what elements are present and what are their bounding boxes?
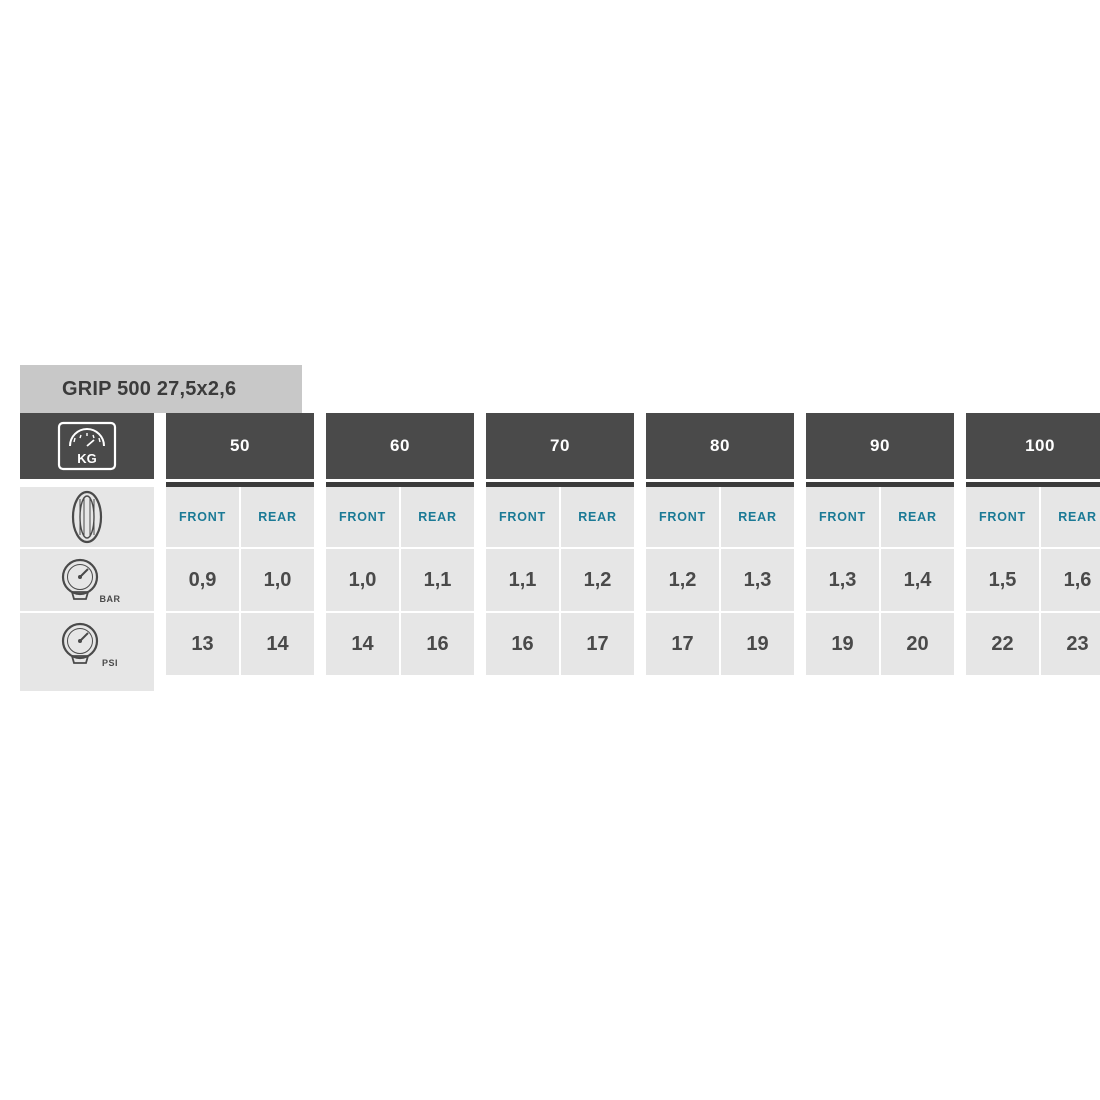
front-label: FRONT bbox=[486, 487, 559, 547]
bar-group-1 bbox=[326, 549, 474, 611]
rear-label: REAR bbox=[561, 487, 634, 547]
weight-column-1: 60 bbox=[326, 413, 474, 479]
psi-row bbox=[20, 613, 1089, 675]
bar-group-5 bbox=[966, 549, 1100, 611]
tyre-icon bbox=[20, 487, 154, 547]
psi-unit-label: PSI bbox=[101, 658, 119, 668]
table-bottom-strip bbox=[20, 675, 1082, 691]
position-group-2 bbox=[486, 487, 634, 547]
psi-group-2 bbox=[486, 613, 634, 675]
psi-value: 14 bbox=[266, 632, 289, 655]
position-group-1 bbox=[326, 487, 474, 547]
rear-label: REAR bbox=[401, 487, 474, 547]
front-label: FRONT bbox=[806, 487, 879, 547]
bar-unit-label: BAR bbox=[99, 594, 121, 604]
bar-group-0 bbox=[166, 549, 314, 611]
psi-group-0 bbox=[166, 613, 314, 675]
bar-value: 0,9 bbox=[188, 568, 217, 591]
front-label: FRONT bbox=[326, 487, 399, 547]
bar-row bbox=[20, 549, 1092, 611]
kg-scale-icon bbox=[20, 413, 154, 479]
weight-column-2: 70 bbox=[486, 413, 634, 479]
psi-value: 22 bbox=[991, 632, 1014, 655]
psi-value: 17 bbox=[671, 632, 694, 655]
pressure-table bbox=[20, 413, 1097, 691]
weight-header-row bbox=[20, 413, 1082, 479]
bar-group-3 bbox=[646, 549, 794, 611]
front-label: FRONT bbox=[966, 487, 1039, 547]
psi-value: 19 bbox=[746, 632, 769, 655]
psi-value: 13 bbox=[191, 632, 214, 655]
weight-column-3: 80 bbox=[646, 413, 794, 479]
page-title: GRIP 500 27,5x2,6 bbox=[62, 377, 237, 400]
psi-value: 20 bbox=[906, 632, 929, 655]
psi-group-4 bbox=[806, 613, 954, 675]
rear-label: REAR bbox=[721, 487, 794, 547]
chart-title-box bbox=[20, 365, 302, 413]
psi-value: 16 bbox=[426, 632, 449, 655]
psi-value: 23 bbox=[1066, 632, 1089, 655]
bar-value: 1,2 bbox=[583, 568, 612, 591]
psi-value: 19 bbox=[831, 632, 854, 655]
position-group-3 bbox=[646, 487, 794, 547]
bar-value: 1,3 bbox=[743, 568, 772, 591]
psi-group-5 bbox=[966, 613, 1100, 675]
position-header-row bbox=[20, 487, 1097, 547]
rear-label: REAR bbox=[241, 487, 314, 547]
position-group-0 bbox=[166, 487, 314, 547]
psi-group-3 bbox=[646, 613, 794, 675]
rear-label: REAR bbox=[881, 487, 954, 547]
front-label: FRONT bbox=[646, 487, 719, 547]
psi-value: 14 bbox=[351, 632, 374, 655]
kg-label: KG bbox=[77, 451, 97, 466]
rear-label: REAR bbox=[1041, 487, 1100, 547]
pressure-gauge-psi-icon bbox=[20, 613, 154, 675]
position-group-4 bbox=[806, 487, 954, 547]
bar-value: 1,5 bbox=[988, 568, 1017, 591]
bar-value: 1,2 bbox=[668, 568, 697, 591]
psi-value: 16 bbox=[511, 632, 534, 655]
pressure-gauge-bar-icon bbox=[20, 549, 154, 611]
bar-value: 1,0 bbox=[263, 568, 292, 591]
bar-value: 1,1 bbox=[423, 568, 452, 591]
bar-group-2 bbox=[486, 549, 634, 611]
bar-value: 1,3 bbox=[828, 568, 857, 591]
tyre-pressure-chart bbox=[20, 365, 1097, 691]
bar-group-4 bbox=[806, 549, 954, 611]
position-group-5 bbox=[966, 487, 1100, 547]
bar-value: 1,6 bbox=[1063, 568, 1092, 591]
weight-column-5: 100 bbox=[966, 413, 1100, 479]
weight-column-4: 90 bbox=[806, 413, 954, 479]
bar-value: 1,4 bbox=[903, 568, 932, 591]
bar-value: 1,0 bbox=[348, 568, 377, 591]
front-label: FRONT bbox=[166, 487, 239, 547]
psi-value: 17 bbox=[586, 632, 609, 655]
weight-column-0: 50 bbox=[166, 413, 314, 479]
bar-value: 1,1 bbox=[508, 568, 537, 591]
psi-group-1 bbox=[326, 613, 474, 675]
